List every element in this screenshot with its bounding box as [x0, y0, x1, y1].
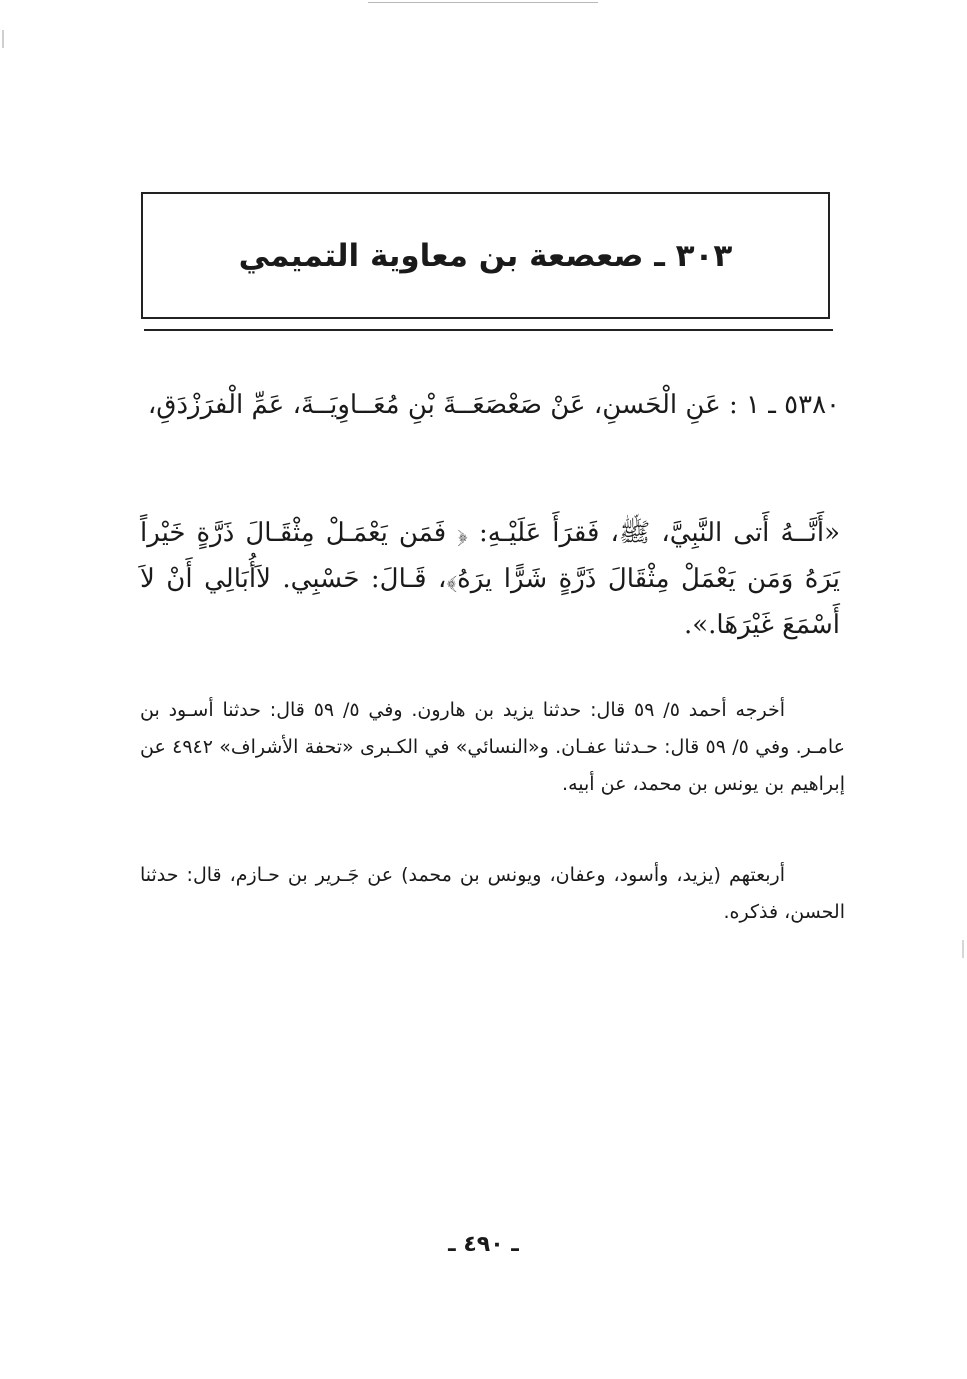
heading-rule [144, 329, 833, 331]
scan-speck [962, 940, 964, 958]
hadith-isnad: عَنِ الْحَسنِ، عَنْ صَعْصَعَــةَ بْنِ مُعَــاوِيَــةَ، عَمِّ الْفرَزْدَقِ، [147, 390, 721, 420]
hadith-matn: «أَنَّــهُ أَتى النَّبِيَّ، ﷺ، فَقرَأَ عَلَيْـهِ: ﴿ فَمَن يَعْمَـلْ مِثْقَـالَ ذَرَّةٍ خَيْراً يَرَهُ وَمَن يَعْمَلْ مِثْقَالَ ذَرَّةٍ شَرًّا يرَهُ﴾، قَـالَ: حَسْبِي. لاَأُبَالِي أَنْ لاَ أَسْمَعَ غَيْرَهَا.». [140, 518, 840, 640]
scan-speck [2, 30, 4, 48]
hadith-number: ٥٣٨٠ ـ ١ : [728, 390, 840, 420]
hadith-isnad-paragraph [140, 382, 840, 428]
takhrij-note: أخرجه أحمد ٥/ ٥٩ قال: حدثنا يزيد بن هارون. وفي ٥/ ٥٩ قال: حدثنا أسـود بن عامـر. وفي ٥/ ٥٩ قال: حـدثنا عفـان. و«النسائي» في الكـبرى «تحفة الأشراف» ٤٩٤٢ عن إبراهيم بن يونس بن محمد، عن أبيه. [140, 699, 845, 795]
scan-edge-mark [368, 2, 598, 3]
chapter-heading-box [141, 192, 830, 319]
chapter-title: ٣٠٣ ـ صعصعة بن معاوية التميمي [238, 237, 733, 274]
chain-note: أربعتهم (يزيد، وأسود، وعفان، ويونس بن محمد) عن جَـرير بن حـازم، قال: حدثنا الحسن، فذكره. [140, 864, 845, 923]
page-number: ـ ٤٩٠ ـ [448, 1232, 519, 1257]
